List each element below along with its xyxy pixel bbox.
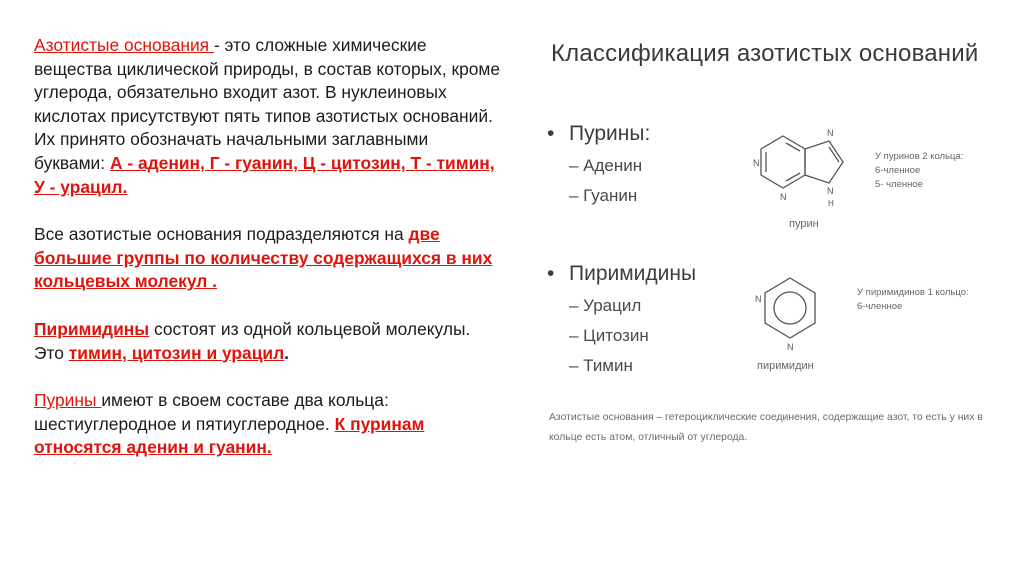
paragraph-groups: Все азотистые основания подразделяются на две большие группы по количеству содержащихся в них кольцевых молекул . [34,224,493,292]
list-item: – Цитозин [569,326,649,345]
term-purines: Пурины [34,390,102,411]
term-nitrogen-bases: Азотистые основания [34,35,214,55]
main-text [34,34,504,484]
groups-highlight: две большие группы по количеству содержащихся в них кольцевых молекул . [34,224,493,292]
bullet-icon: • [547,262,555,285]
pyrimidine-structure-icon [745,258,835,358]
panel-footer: Азотистые основания – гетероциклические соединения, содержащие азот, то есть у них в кольце есть атом, отличный от углерода. [549,412,983,443]
pyrimidines-head: Пиримидины [569,262,697,285]
svg-text:N: N [787,342,794,352]
panel-title: Классификация азотистых оснований [551,40,979,67]
paragraph-pyrimidines: Пиримидины состоят из одной кольцевой молекулы. Это тимин, цитозин и урацил. [34,318,471,363]
svg-text:N: N [827,186,834,196]
purine-caption: пурин [789,218,819,230]
svg-text:N: N [780,192,787,202]
classification-image [533,22,1023,458]
bases-list: А - аденин, Г - гуанин, Ц - цитозин, Т - тимин, У - урацил. [34,152,495,197]
pyrimidine-note: У пиримидинов 1 кольцо: 6-членное [857,287,969,312]
paragraph-purines: Пурины имеют в своем составе два кольца: шестиуглеродное и пятиуглеродное. К пуринам относятся аденин и гуанин. [34,390,425,458]
pyrimidines-list: тимин, цитозин и урацил [68,342,285,363]
purines-head: Пурины: [569,122,651,145]
paragraph-definition: Азотистые основания - это сложные химические вещества циклической природы, в состав которых, кроме углерода, обязательно входит азот. В нуклеиновых кислотах присутствуют пять типов азотистых оснований. Их принято обозначать начальными заглавными буквами: А - аденин, Г - гуанин, Ц - цитозин, Т - тимин, У - урацил. [34,35,501,197]
term-pyrimidines: Пиримидины [34,318,150,339]
svg-text:N: N [755,294,762,304]
list-item: – Гуанин [569,186,638,205]
bullet-icon: • [547,122,555,145]
svg-text:N: N [753,158,760,168]
purine-note: У пуринов 2 кольца: 6-членное 5- членное [875,151,964,190]
purines-group [547,122,650,206]
svg-text:N: N [827,128,834,138]
list-item: – Аденин [569,156,643,175]
svg-text:H: H [828,199,834,208]
list-item: – Тимин [569,356,633,375]
pyrimidine-caption: пиримидин [757,360,814,372]
pyrimidines-group [547,262,696,376]
purines-list: К пуринам относятся аденин и гуанин. [34,413,425,458]
list-item: – Урацил [569,296,642,315]
